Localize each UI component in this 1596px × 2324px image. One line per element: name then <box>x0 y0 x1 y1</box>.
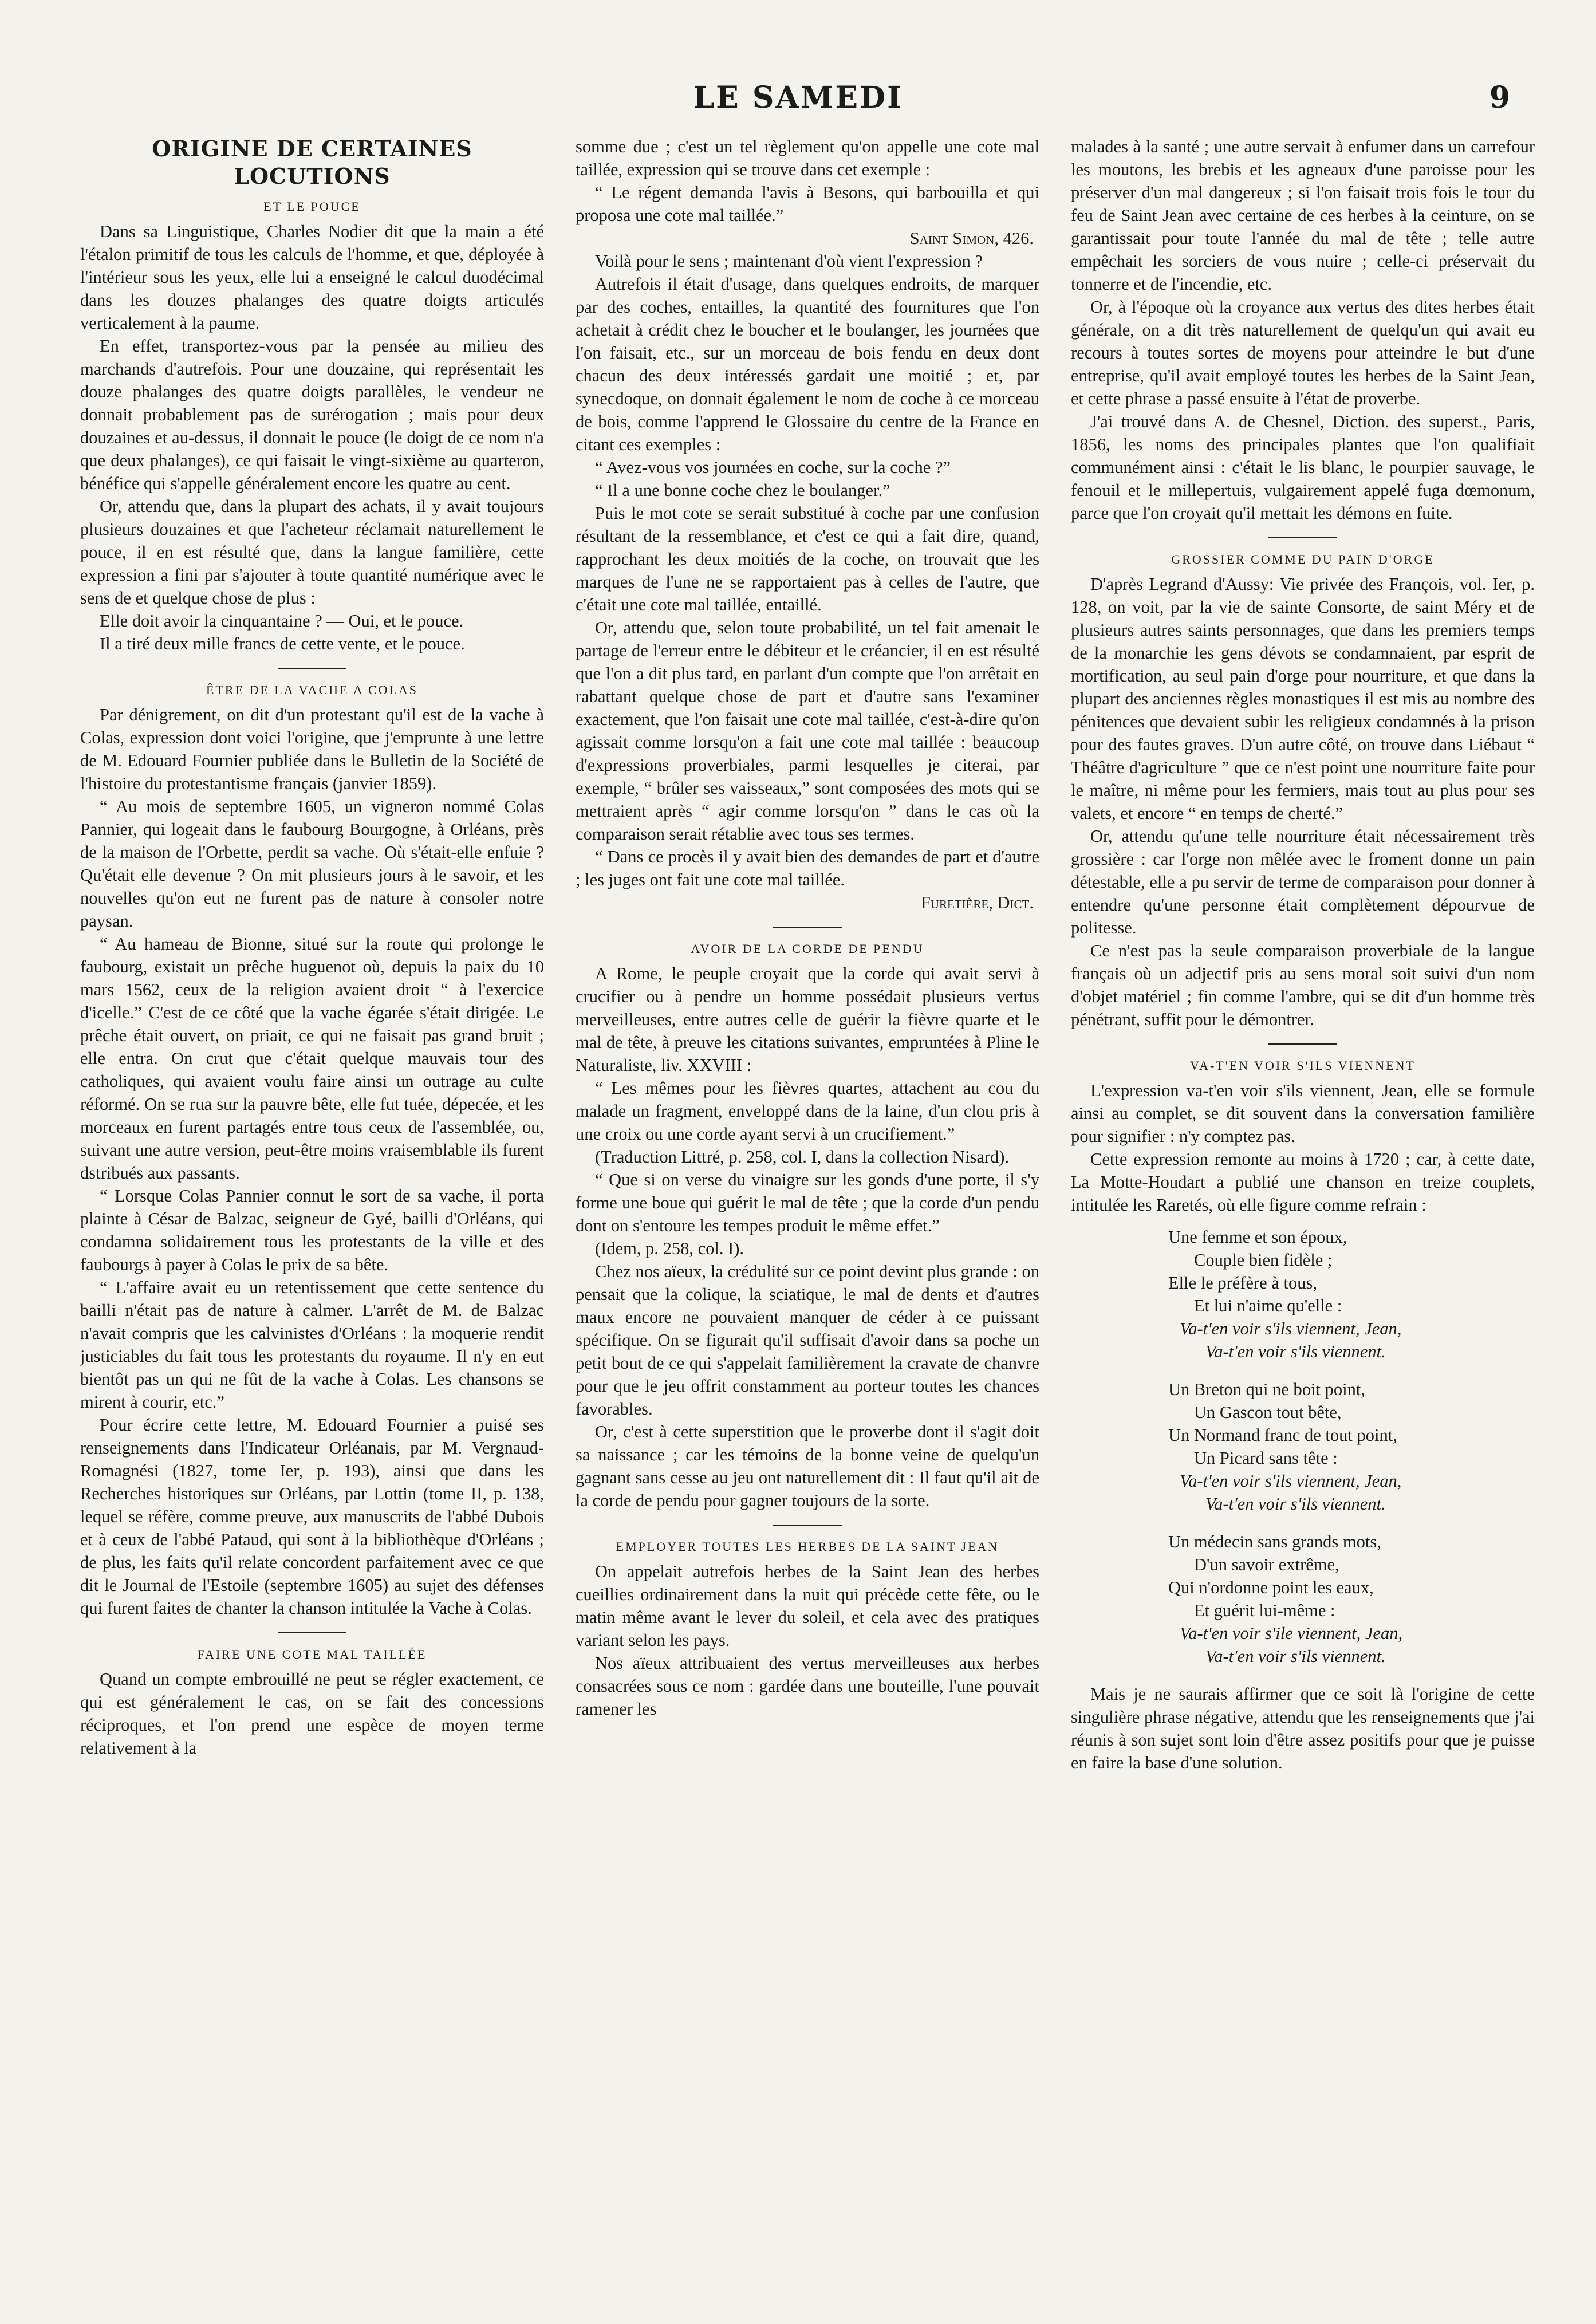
section-title-pouce: ET LE POUCE <box>263 199 361 214</box>
paragraph: D'après Legrand d'Aussy: Vie privée des François, vol. Ier, p. 128, on voit, par la vie de sainte Consorte, de saint Méry et de plusieurs autres saints personnages, que dans les premiers temps de la monarchie les gens dévots se condamnaient, par esprit de mortification, au seul pain d'orge pour nourriture, et que dans la plupart des anciennes règles monastiques il est mis au nombre des pénitences que devaient subir les religieux condamnés à la prison pour des fautes graves. D'un autre côté, on trouve dans Liébaut “ Théâtre d'agriculture ” que ce n'est point une nourriture faite pour le maître, ni même pour les fermiers, mais tout au plus pour ses valets, et encore “ en temps de cherté.” <box>1071 574 1535 823</box>
paragraph: Or, attendu que, selon toute probabilité, un tel fait amenait le partage de l'erreur entre le débiteur et le créancier, il en est résulté que l'on a dit plus tard, en parlant d'un compte que l'on arrêtait en rabattant quelque chose de part et d'autre sans l'examiner exactement, que l'on faisait une cote mal taillée, c'est-à-dire qu'on agissait comme lorsqu'on a fait une cote mal taillée : beaucoup d'expressions proverbiales, parmi lesquelles je citerai, par exemple, “ brûler ses vaisseaux,” sont composées des mots qui se mettraient après “ agir comme lorsqu'on ” dans le cas où la comparaison serait rétablie avec tous ses termes. <box>576 618 1039 844</box>
quotation: “ Le régent demanda l'avis à Besons, qui barbouilla et qui proposa une cote mal taillée.” <box>576 183 1039 225</box>
section-divider <box>1268 1043 1337 1045</box>
column-3 <box>1071 135 1535 2300</box>
verse-line: Une femme et son époux, <box>1168 1227 1347 1247</box>
paragraph: “ L'affaire avait eu un retentissement que cette sentence du bailli n'était pas de nature à calmer. L'arrêt de M. de Balzac n'avait compris que les calvinistes d'Orléans : la moquerie rendit justiciables du fait tous les protestants du royaume. Il n'y en eut bientôt pas un qui ne fût de la vache à Colas. Les chansons se mirent à courir, etc.” <box>80 1278 544 1412</box>
section-divider <box>773 927 842 928</box>
refrain-line: Va-t'en voir s'ils viennent. <box>1205 1494 1386 1514</box>
paragraph: Puis le mot cote se serait substitué à coche par une confusion résultant de la ressemblance, et c'est ce qui a fait dire, quand, rapprochant les deux moitiés de la coche, on trouvait que les marques de l'une ne se rapportaient pas à celles de l'autre, que c'était une cote mal taillée, entaillé. <box>576 503 1039 615</box>
paragraph: somme due ; c'est un tel règlement qu'on appelle une cote mal taillée, expression qui se trouve dans cet exemple : <box>576 137 1039 179</box>
quotation: “ Il a une bonne coche chez le boulanger.” <box>595 480 890 500</box>
refrain-line: Va-t'en voir s'ils viennent. <box>1205 1342 1386 1361</box>
quotation: “ Dans ce procès il y avait bien des demandes de part et d'autre ; les juges ont fait une cote mal taillée. <box>576 847 1039 889</box>
stanza <box>1071 1226 1535 1363</box>
quotation: “ Que si on verse du vinaigre sur les gonds d'une porte, il s'y forme une boue qui guérit le mal de tête ; que la corde d'un pendu dont on s'entoure les tempes produit le même effet.” <box>576 1170 1039 1235</box>
verse-line: Elle le préfère à tous, <box>1168 1273 1317 1293</box>
stanza <box>1071 1530 1535 1668</box>
paragraph: L'expression va-t'en voir s'ils viennent, Jean, elle se formule ainsi au complet, se dit souvent dans la conversation familière pour signifier : n'y comptez pas. <box>1071 1081 1535 1146</box>
article-columns <box>80 135 1535 2300</box>
paragraph: Il a tiré deux mille francs de cette vente, et le pouce. <box>100 634 465 653</box>
paragraph: J'ai trouvé dans A. de Chesnel, Diction. des superst., Paris, 1856, les noms des principales plantes que l'on qualifiait communément ainsi : c'était le lis blanc, le pourpier sauvage, le fenouil et le millepertuis, vulgairement appelé fuga dœmonum, parce que l'on croyait qu'il mettait les démons en fuite. <box>1071 412 1535 523</box>
paragraph: On appelait autrefois herbes de la Saint Jean des herbes cueillies ordinairement dans la nuit qui précède cette fête, ou le matin même avant le lever du soleil, et cela avec des pratiques variant selon les pays. <box>576 1562 1039 1650</box>
paragraph: Quand un compte embrouillé ne peut se régler exactement, ce qui est généralement le cas, on se fait des concessions réciproques, et l'on prend une espèce de moyen terme relativement à la <box>80 1669 544 1758</box>
quote-source: Furetière, Dict. <box>920 893 1034 912</box>
section-title-cote-mal-taillee: FAIRE UNE COTE MAL TAILLÉE <box>197 1647 427 1661</box>
verse-line: Et guérit lui-même : <box>1194 1601 1335 1620</box>
section-divider <box>278 668 346 669</box>
paragraph: Pour écrire cette lettre, M. Edouard Fournier a puisé ses renseignements dans l'Indicateur Orléanais, par M. Vergnaud-Romagnési (1827, tome Ier, p. 193), ainsi que dans les Recherches historiques sur Orléans, par Lottin (tome II, p. 138, lequel se réfère, comme preuve, aux manuscrits de l'abbé Dubois et à ceux de l'abbé Pataud, qui sont à la bibliothèque d'Orléans ; de plus, les faits qu'il relate concordent parfaitement avec ce que dit le Journal de l'Estoile (septembre 1605) au sujet des défenses qui furent faites de chanter la chanson intitulée la Vache à Colas. <box>80 1415 544 1618</box>
verse-line: D'un savoir extrême, <box>1194 1555 1339 1574</box>
citation: (Traduction Littré, p. 258, col. I, dans la collection Nisard). <box>595 1147 1010 1167</box>
paragraph: Chez nos aïeux, la crédulité sur ce point devint plus grande : on pensait que la colique, la sciatique, le mal de dents et d'autres maux encore ne pouvaient manquer de céder à ce puissant spécifique. On se figurait qu'il suffisait d'avoir dans sa poche un petit bout de ce qui s'appelait familièrement la cravate de chanvre pour que le jeu offrit constamment au porteur toutes les chances favorables. <box>576 1262 1039 1419</box>
paragraph: En effet, transportez-vous par la pensée au milieu des marchands d'autrefois. Pour une douzaine, qui représentait les douze phalanges des quatre doigts parallèles, le vendeur ne donnait probablement pas de surérogation ; mais pour deux douzaines et au-dessus, il donnait le pouce (le doigt de ce nom n'a que deux phalanges), ce qui faisait le vingt-sixième au quarteron, bénéfice qui s'appelle généralement encore les quatre au cent. <box>80 336 544 493</box>
verse-line: Un Breton qui ne boit point, <box>1168 1380 1365 1399</box>
paragraph: Dans sa Linguistique, Charles Nodier dit que la main a été l'étalon primitif de tous les calculs de l'homme, et que, déployée à l'intérieur sous les yeux, elle lui a enseigné le calcul duodécimal dans les douzes phalanges des quatre doigts articulés verticalement à la paume. <box>80 222 544 333</box>
section-title-vache-colas: ÊTRE DE LA VACHE A COLAS <box>206 683 419 697</box>
paragraph: Voilà pour le sens ; maintenant d'où vient l'expression ? <box>595 251 983 271</box>
paragraph: Cette expression remonte au moins à 1720 ; car, à cette date, La Motte-Houdart a publié une chanson en treize couplets, intitulée les Raretés, où elle figure comme refrain : <box>1071 1149 1535 1215</box>
paragraph: “ Au hameau de Bionne, situé sur la route qui prolonge le faubourg, existait un prêche huguenot où, depuis la paix du 10 mars 1562, ceux de la religion avaient droit “ à l'exercice d'icelle.” C'est de ce côté que la vache égarée s'était dirigée. Le prêche était ouvert, on priait, ce qui ne faisait pas grand bruit ; elle entra. On crut que c'était quelque mauvais tour des catholiques, qui avaient voulu faire ainsi un outrage au culte réformé. On se rua sur la pauvre bête, elle fut tuée, dépecée, et les morceaux en furent partagés entre tous ceux de l'assemblée, ou, suivant une autre version, peut-être moins vraisemblable ils furent dstribués aux passants. <box>80 934 544 1183</box>
paragraph: Par dénigrement, on dit d'un protestant qu'il est de la vache à Colas, expression dont voici l'origine, que j'emprunte à une lettre de M. Edouard Fournier publiée dans le Bulletin de la Société de l'histoire du protestantisme français (janvier 1859). <box>80 705 544 793</box>
paragraph: Or, c'est à cette superstition que le proverbe dont il s'agit doit sa naissance ; car les témoins de la bonne veine de quelqu'un gagnant sans cesse au jeu ont naturellement dit : Il faut qu'il ait de la corde de pendu pour gagner toujours de la sorte. <box>576 1422 1039 1510</box>
running-title: LE SAMEDI <box>693 80 903 115</box>
paragraph: Or, à l'époque où la croyance aux vertus des dites herbes était générale, on a dit très naturellement de quelqu'un qui avait eu recours à toutes sortes de moyens pour atteindre le but d'une entreprise, qu'il avait employé toutes les herbes de la Saint Jean, et cette phrase a passé ensuite à l'état de proverbe. <box>1071 297 1535 408</box>
paragraph: A Rome, le peuple croyait que la corde qui avait servi à crucifier ou à pendre un homme possédait plusieurs vertus merveilleuses, entre autres celle de guérir la fièvre quarte et le mal de tête, à preuve les citations suivantes, empruntées à Pline le Naturaliste, liv. XXVIII : <box>576 964 1039 1075</box>
section-title-pain-d-orge: GROSSIER COMME DU PAIN D'ORGE <box>1171 552 1435 566</box>
verse-line: Un médecin sans grands mots, <box>1168 1532 1381 1551</box>
section-divider <box>1268 537 1337 538</box>
section-divider <box>278 1632 346 1633</box>
paragraph: Ce n'est pas la seule comparaison proverbiale de la langue français où un adjectif pris au sens moral soit suivi d'un nom d'objet matériel ; fin comme l'ambre, qui se dit d'un homme très pénétrant, suffit pour le démontrer. <box>1071 941 1535 1029</box>
verse-line: Couple bien fidèle ; <box>1194 1250 1333 1270</box>
paragraph: Or, attendu que, dans la plupart des achats, il y avait toujours plusieurs douzaines et que l'acheteur réclamait naturellement le pouce, il en est résulté que, dans la langue familière, cette expression a fini par s'ajouter à toute quantité numérique avec le sens de et quelque chose de plus : <box>80 497 544 608</box>
section-divider <box>773 1525 842 1526</box>
column-2 <box>576 135 1039 2300</box>
section-title-va-t-en-voir: VA-T'EN VOIR S'ILS VIENNENT <box>1190 1058 1416 1073</box>
paragraph: “ Au mois de septembre 1605, un vigneron nommé Colas Pannier, qui logeait dans le faubourg Bourgogne, à Orléans, près de la maison de l'Orbette, perdit sa vache. Où s'était-elle enfuie ? Qu'était elle devenue ? On mit plusieurs jours à le savoir, et les nouvelles qu'on eut ne furent pas de nature à consoler notre paysan. <box>80 797 544 931</box>
section-title-corde-de-pendu: AVOIR DE LA CORDE DE PENDU <box>691 942 924 956</box>
quote-source: Saint Simon, 426. <box>909 229 1034 248</box>
column-1 <box>80 135 544 2300</box>
refrain-line: Va-t'en voir s'ile viennent, Jean, <box>1180 1624 1403 1643</box>
verse-line: Et lui n'aime qu'elle : <box>1194 1296 1342 1315</box>
paragraph: Nos aïeux attribuaient des vertus merveilleuses aux herbes consacrées sous ce nom : gardée dans une bouteille, l'une pouvait ramener les <box>576 1653 1039 1719</box>
paragraph: Elle doit avoir la cinquantaine ? — Oui, et le pouce. <box>100 611 464 631</box>
paragraph: malades à la santé ; une autre servait à enfumer dans un carrefour les moutons, les brebis et les agneaux d'une paroisse pour les préserver d'un mal dangereux ; si l'on faisait trois fois le tour du feu de Saint Jean avec certaine de ces herbes à la ceinture, on se garantissait pour toute l'année du mal de tête ; telle autre empêchait les sorciers de vous nuire ; celle-ci préservait du tonnerre et de l'incendie, etc. <box>1071 137 1535 294</box>
quotation: “ Les mêmes pour les fièvres quartes, attachent au cou du malade un fragment, enveloppé dans de la laine, d'un clou pris à une croix ou une corde ayant servi à un crucifiement.” <box>576 1078 1039 1144</box>
paragraph: Mais je ne saurais affirmer que ce soit là l'origine de cette singulière phrase négative, attendu que les renseignements que j'ai réunis à son sujet sont loin d'être assez positifs pour que je puisse en faire la base d'une solution. <box>1071 1684 1535 1772</box>
paragraph: Or, attendu qu'une telle nourriture était nécessairement très grossière : car l'orge non mêlée avec le froment donne un pain détestable, elle a pu servir de terme de comparaison pour donner à entendre qu'une personne était complètement dépourvue de politesse. <box>1071 826 1535 938</box>
paragraph: Autrefois il était d'usage, dans quelques endroits, de marquer par des coches, entailles, la quantité des fournitures que l'on achetait à crédit chez le boucher et le boulanger, les journées que l'on faisait, etc., sur un morceau de bois fendu en deux dont chacun des deux intéressés gardait une moitié ; et, par synecdoque, on donnait également le nom de coche à ce morceau de bois, comme l'apprend le Glossaire du centre de la France en citant ces exemples : <box>576 274 1039 454</box>
paragraph: “ Lorsque Colas Pannier connut le sort de sa vache, il porta plainte à César de Balzac, seigneur de Gyé, bailli d'Orléans, qui condamna solidairement tous les protestants de la ville et des faubourgs à payer à Colas le prix de sa bête. <box>80 1186 544 1274</box>
refrain-line: Va-t'en voir s'ils viennent, Jean, <box>1180 1319 1402 1338</box>
section-title-herbes-saint-jean: EMPLOYER TOUTES LES HERBES DE LA SAINT JEAN <box>616 1539 999 1554</box>
refrain-line: Va-t'en voir s'ils viennent. <box>1205 1647 1386 1666</box>
article-title: ORIGINE DE CERTAINES LOCUTIONS <box>152 136 472 189</box>
citation: (Idem, p. 258, col. I). <box>595 1239 744 1258</box>
verse-line: Un Picard sans tête : <box>1194 1448 1338 1468</box>
quotation: “ Avez-vous vos journées en coche, sur la coche ?” <box>595 458 951 477</box>
page-number: 9 <box>1489 80 1510 115</box>
song-verses <box>1071 1226 1535 1668</box>
stanza <box>1071 1378 1535 1515</box>
verse-line: Un Gascon tout bête, <box>1194 1403 1342 1422</box>
verse-line: Qui n'ordonne point les eaux, <box>1168 1578 1374 1597</box>
verse-line: Un Normand franc de tout point, <box>1168 1425 1397 1445</box>
page-header <box>80 80 1516 126</box>
refrain-line: Va-t'en voir s'ils viennent, Jean, <box>1180 1471 1402 1491</box>
